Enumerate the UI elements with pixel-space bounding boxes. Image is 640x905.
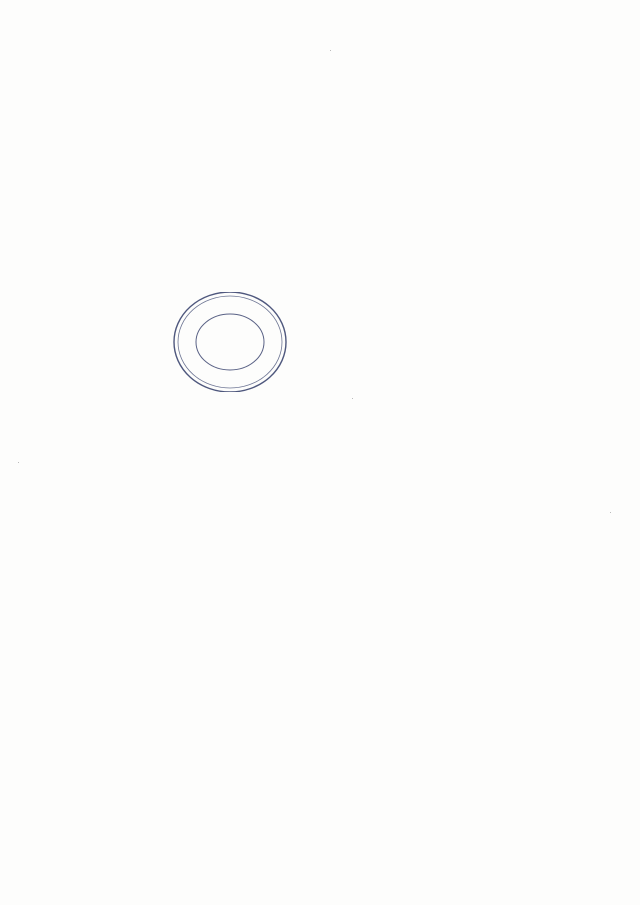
scan-speck (18, 462, 19, 463)
official-stamp (160, 292, 300, 392)
scan-speck (610, 512, 611, 513)
scan-speck (352, 398, 353, 399)
scan-speck (330, 50, 331, 51)
